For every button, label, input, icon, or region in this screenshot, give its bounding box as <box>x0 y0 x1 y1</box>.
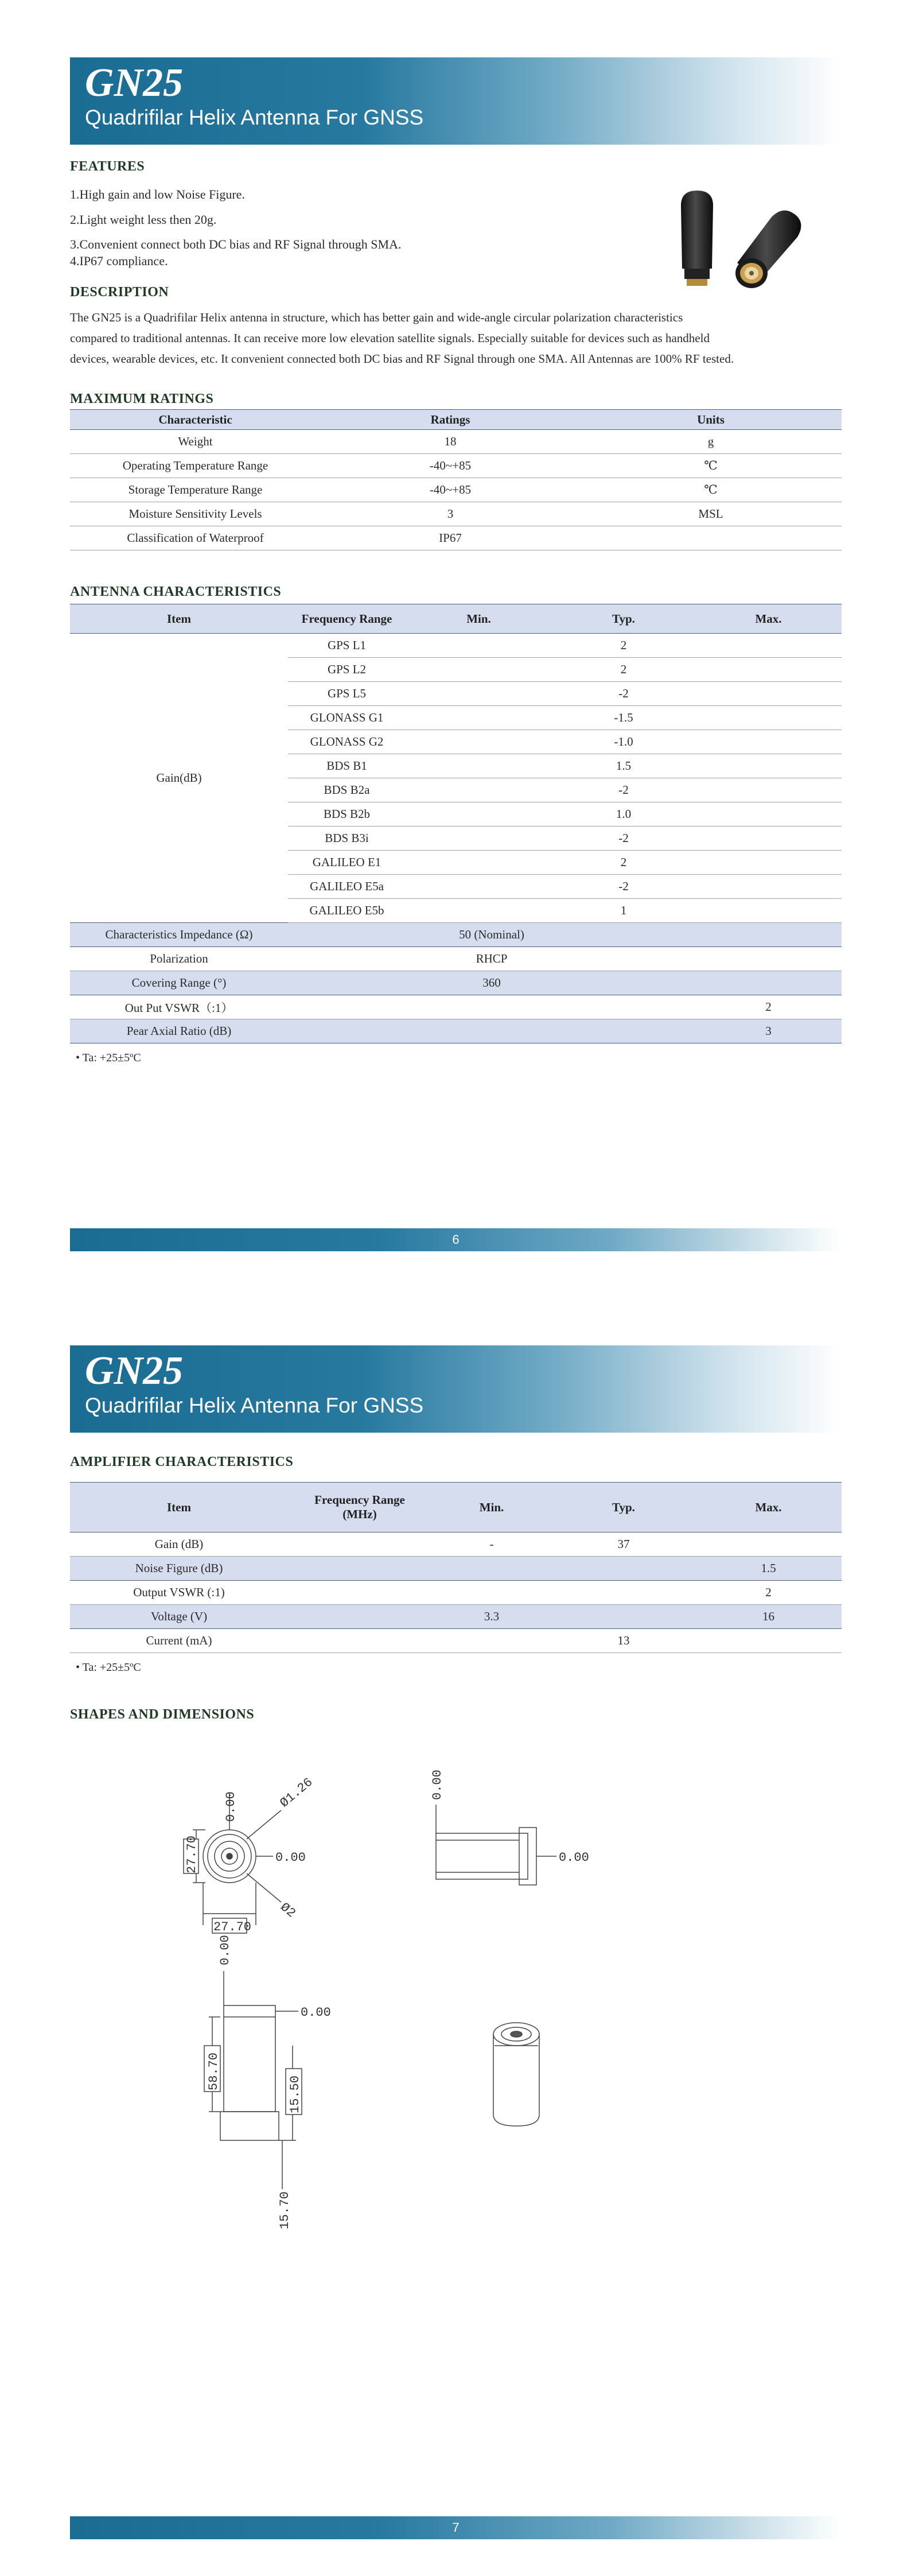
table-row: Operating Temperature Range -40~+85 ℃ <box>70 454 842 478</box>
table-row: Classification of Waterproof IP67 <box>70 526 842 550</box>
page-header <box>70 57 842 145</box>
max-ratings-table <box>70 409 842 550</box>
description-text: The GN25 is a Quadrifilar Helix antenna in structure, which has better gain and wide-angle circular polarization characteristics compared to traditional antennas. It can receive more low elevation satellite signals. Especially suitable for devices such as handheld devices, wearable devices, etc. It convenient connected both DC bias and RF Signal through one SMA. All Antennas are 100% RF tested. <box>70 311 734 366</box>
amplifier-characteristics-table <box>70 1482 842 1653</box>
model-title: GN25 <box>85 61 184 105</box>
max-ratings-title: MAXIMUM RATINGS <box>70 391 214 406</box>
table-header-row: Characteristic Ratings Units <box>70 410 842 430</box>
table-row: Out Put VSWR（:1） 2 <box>70 995 842 1019</box>
dimension-drawings <box>161 1736 677 2252</box>
antenna-characteristics-title: ANTENNA CHARACTERISTICS <box>70 584 282 599</box>
gain-label: Gain(dB) <box>156 771 202 785</box>
table-row: Current (mA) 13 <box>70 1629 842 1653</box>
dim-height-27: 27.70 <box>185 1835 199 1873</box>
dim-zero-top: 0.00 <box>224 1791 238 1822</box>
table-row: GLONASS G1 -1.5 <box>70 706 842 730</box>
page-header <box>70 1345 842 1433</box>
table-row: BDS B2b 1.0 <box>70 802 842 827</box>
table-row: GALILEO E1 2 <box>70 851 842 875</box>
dim-zero-right: 0.00 <box>275 1850 306 1865</box>
temperature-note: • Ta: +25±5ºC <box>76 1052 141 1064</box>
dim-height-58: 58.70 <box>207 2052 221 2090</box>
antenna-photo <box>674 183 812 292</box>
table-row: BDS B3i -2 <box>70 827 842 851</box>
dim-diameter-1: Ø1.26 <box>277 1775 316 1811</box>
table-row: Covering Range (°) 360 <box>70 971 842 995</box>
feature-item: 3.Convenient connect both DC bias and RF Signal through SMA. <box>70 237 402 251</box>
model-subtitle: Quadrifilar Helix Antenna For GNSS <box>85 106 424 129</box>
dim-zero-front-right: 0.00 <box>301 2005 331 2020</box>
table-row: Gain (dB) - 37 <box>70 1533 842 1557</box>
table-row: GPS L2 2 <box>70 658 842 682</box>
feature-item: 4.IP67 compliance. <box>70 254 168 268</box>
dim-diameter-2: Ø2 <box>277 1900 298 1921</box>
temperature-note: • Ta: +25±5ºC <box>76 1661 141 1674</box>
table-row: Pear Axial Ratio (dB) 3 <box>70 1019 842 1043</box>
table-row: Gain(dB) GPS L1 2 <box>70 634 842 658</box>
table-row: BDS B2a -2 <box>70 778 842 802</box>
antenna-characteristics-table <box>70 604 842 1043</box>
table-row: GLONASS G2 -1.0 <box>70 730 842 754</box>
table-row: Voltage (V) 3.3 16 <box>70 1605 842 1629</box>
table-row: Weight 18 g <box>70 430 842 454</box>
table-header-row: Item Frequency Range (MHz) Min. Typ. Max. <box>70 1483 842 1533</box>
table-row: GPS L5 -2 <box>70 682 842 706</box>
shapes-dimensions-title: SHAPES AND DIMENSIONS <box>70 1707 255 1722</box>
dim-zero-front-top: 0.00 <box>218 1935 232 1965</box>
dim-height-15-50: 15.50 <box>288 2075 302 2113</box>
features-title: FEATURES <box>70 159 145 174</box>
table-row: Characteristics Impedance (Ω) 50 (Nominal) <box>70 923 842 947</box>
model-subtitle: Quadrifilar Helix Antenna For GNSS <box>85 1394 424 1417</box>
feature-item: 2.Light weight less then 20g. <box>70 212 217 227</box>
amplifier-characteristics-title: AMPLIFIER CHARACTERISTICS <box>70 1454 294 1469</box>
dim-height-15-70: 15.70 <box>278 2191 292 2229</box>
dim-zero-side-top: 0.00 <box>430 1770 445 1800</box>
table-row: Polarization RHCP <box>70 947 842 971</box>
feature-item: 1.High gain and low Noise Figure. <box>70 187 245 201</box>
table-row: GALILEO E5a -2 <box>70 875 842 899</box>
description-title: DESCRIPTION <box>70 285 169 300</box>
page-number: 6 <box>70 1228 842 1251</box>
dim-width-27: 27.70 <box>213 1920 252 1934</box>
page-number: 7 <box>70 2516 842 2539</box>
table-row: Output VSWR (:1) 2 <box>70 1581 842 1605</box>
dim-zero-side-right: 0.00 <box>559 1850 589 1865</box>
table-row: BDS B1 1.5 <box>70 754 842 778</box>
table-row: Storage Temperature Range -40~+85 ℃ <box>70 478 842 502</box>
page-7 <box>0 1288 911 2576</box>
table-header-row: Item Frequency Range Min. Typ. Max. <box>70 604 842 634</box>
model-title: GN25 <box>85 1349 184 1393</box>
table-row: GALILEO E5b 1 <box>70 899 842 923</box>
table-row: Noise Figure (dB) 1.5 <box>70 1557 842 1581</box>
table-row: Moisture Sensitivity Levels 3 MSL <box>70 502 842 526</box>
